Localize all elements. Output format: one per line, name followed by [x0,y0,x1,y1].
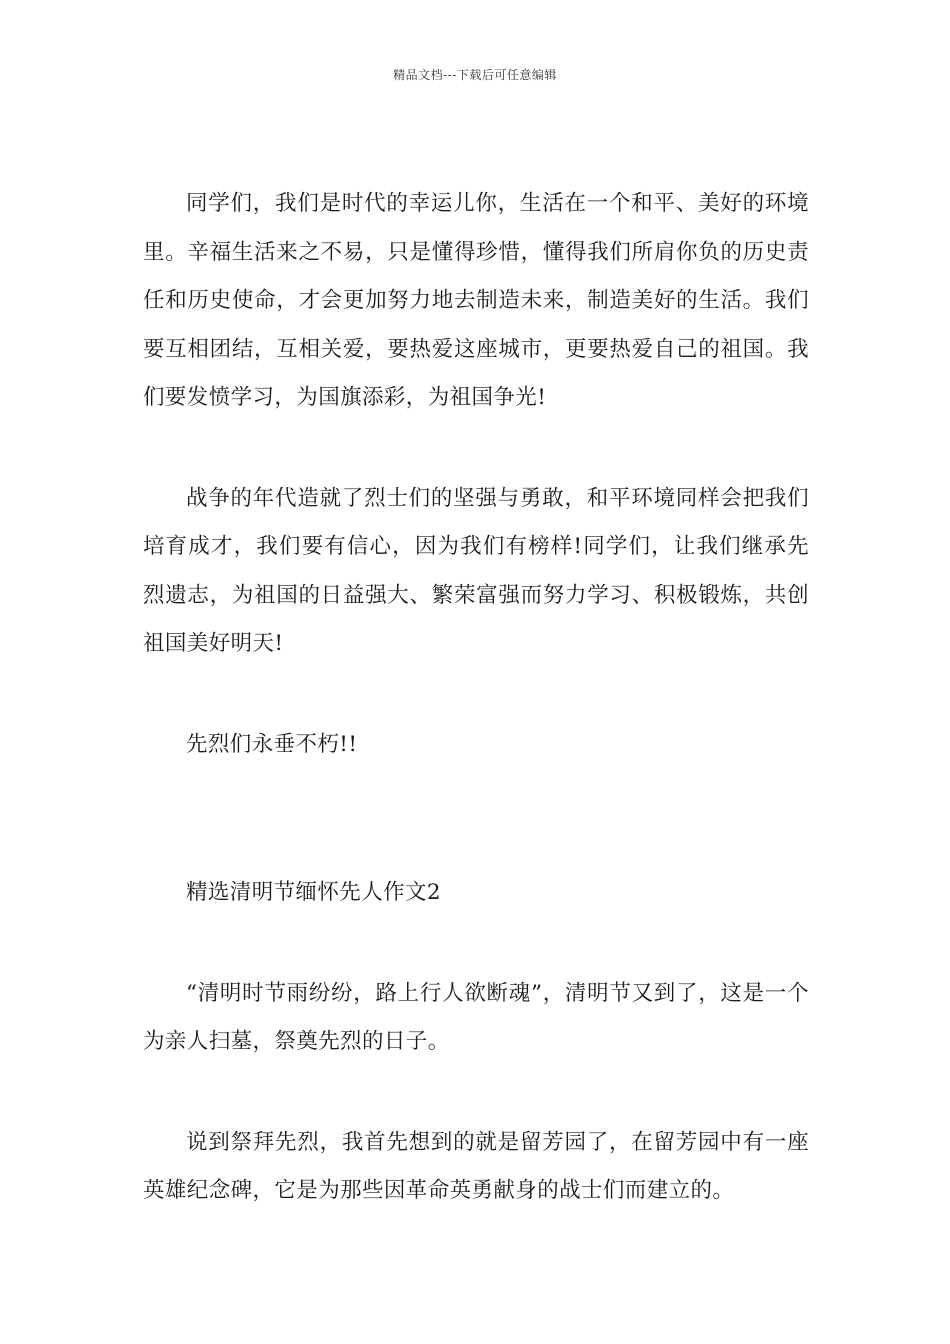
paragraph-3: 先烈们永垂不朽!! [186,731,358,757]
page-header: 精品文档---下载后可任意编辑 [393,68,557,82]
paragraph-1: 同学们，我们是时代的幸运儿你，生活在一个和平、美好的环境里。辛福生活来之不易，只是懂得珍惜，懂得我们所肩你负的历史责任和历史使命，才会更加努力地去制造未来，制造美好的生活。我们要互相团结，互相关爱，要热爱这座城市，更要热爱自己的祖国。我们要发愤学习，为国旗添彩，为祖国争光! [143,191,809,410]
paragraph-5: 说到祭拜先烈，我首先想到的就是留芳园了，在留芳园中有一座英雄纪念碑，它是为那些因革命英勇献身的战士们而建立的。 [143,1129,809,1203]
paragraph-2: 战争的年代造就了烈士们的坚强与勇敢，和平环境同样会把我们培育成才，我们要有信心，因为我们有榜样!同学们，让我们继承先烈遗志，为祖国的日益强大、繁荣富强而努力学习、积极锻炼，共创祖国美好明天! [143,485,809,656]
section-heading: 精选清明节缅怀先人作文2 [186,880,441,905]
paragraph-4: “清明时节雨纷纷，路上行人欲断魂”，清明节又到了，这是一个为亲人扫墓，祭奠先烈的日子。 [143,980,809,1054]
document-body [143,180,809,1216]
